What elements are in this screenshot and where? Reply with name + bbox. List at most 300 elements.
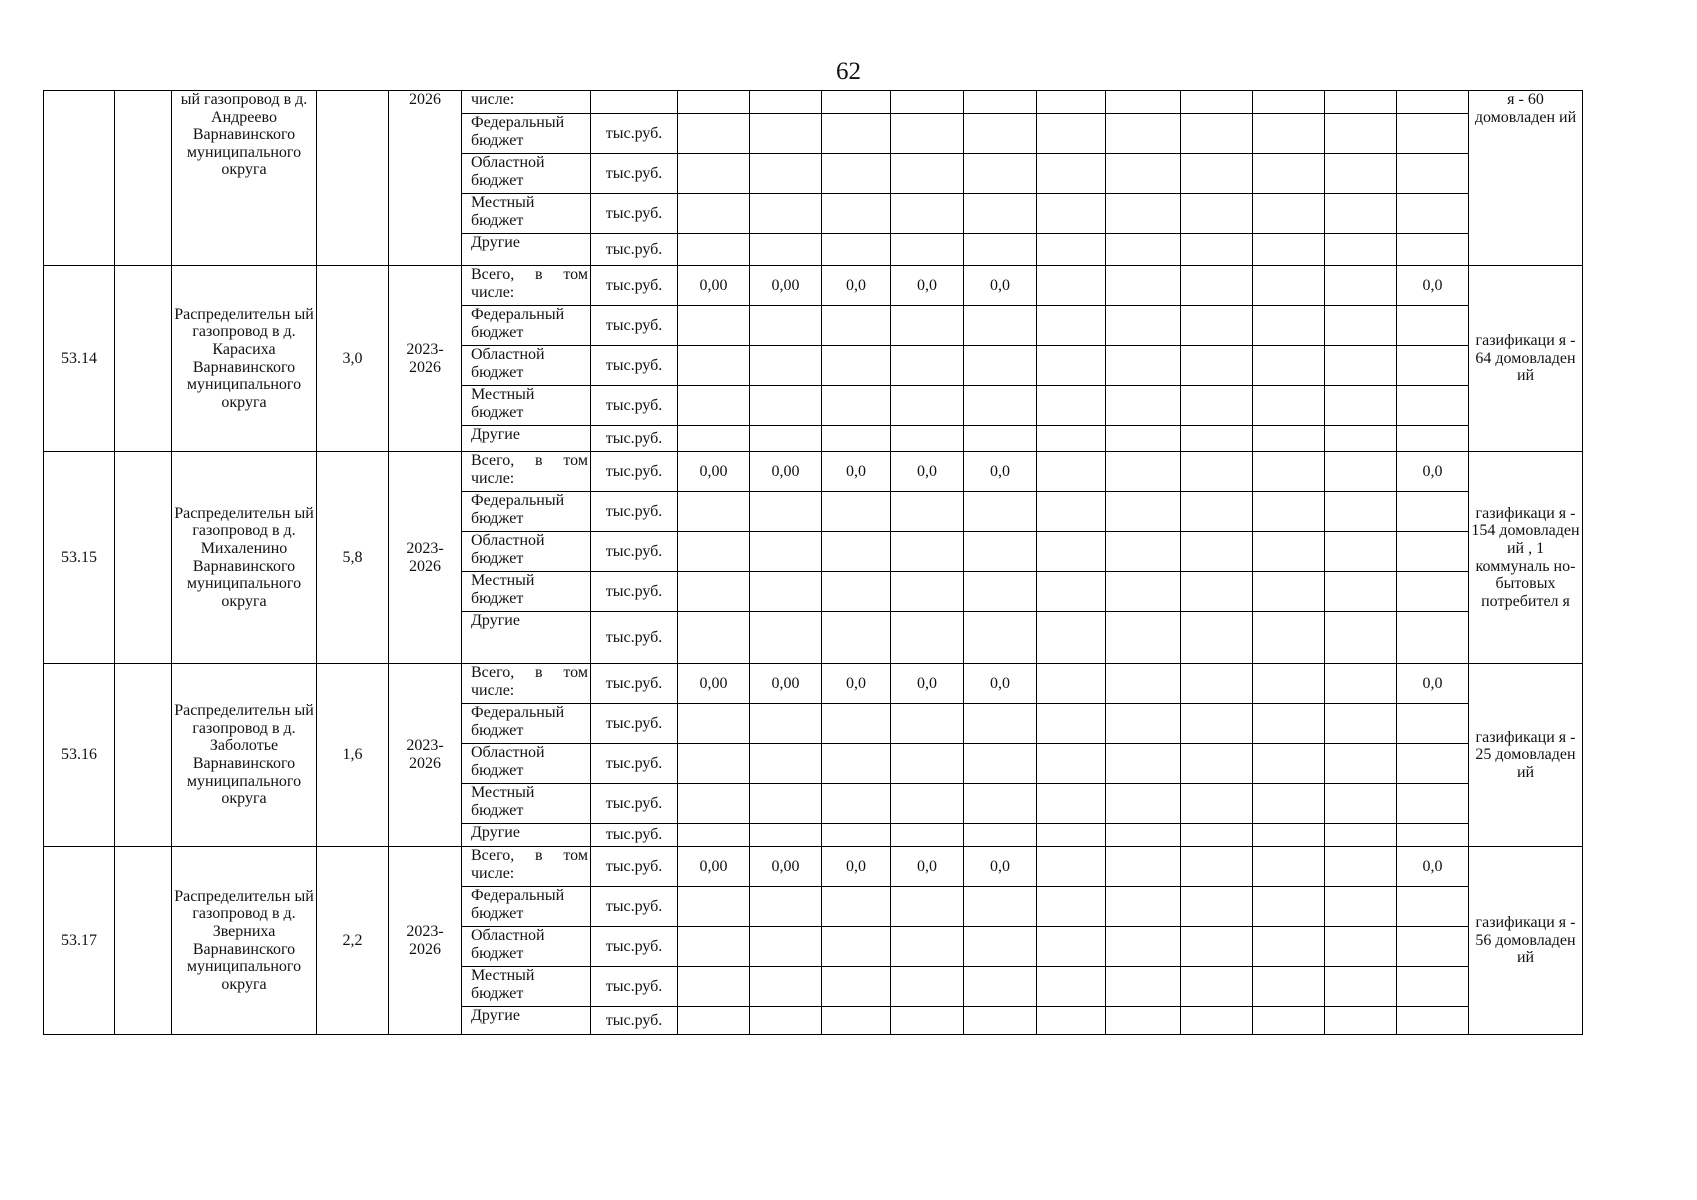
unit-cell: тыс.руб. [591, 346, 678, 386]
unit-cell: тыс.руб. [591, 572, 678, 612]
empty-cell [964, 1007, 1037, 1035]
table-row [44, 847, 1583, 887]
funding-source: Областной бюджет [462, 154, 591, 194]
empty-cell [678, 386, 750, 426]
empty-cell [822, 1007, 891, 1035]
empty-cell [822, 572, 891, 612]
unit-cell [591, 91, 678, 114]
empty-cell [1181, 194, 1253, 234]
empty-cell [1037, 927, 1106, 967]
empty-cell [1037, 784, 1106, 824]
empty-cell [750, 1007, 822, 1035]
empty-cell [678, 887, 750, 927]
project-number [44, 91, 115, 266]
empty-cell [678, 967, 750, 1007]
empty-cell [1325, 744, 1397, 784]
empty-cell [1106, 887, 1181, 927]
empty-cell [1037, 824, 1106, 847]
empty-cell [964, 532, 1037, 572]
empty-cell [678, 306, 750, 346]
project-number: 53.14 [44, 266, 115, 452]
empty-cell [1325, 1007, 1397, 1035]
empty-cell [1106, 306, 1181, 346]
empty-cell [750, 114, 822, 154]
funding-source: Всего, в том числе: [462, 266, 591, 306]
empty-cell [1106, 612, 1181, 664]
unit-cell: тыс.руб. [591, 234, 678, 266]
empty-cell [1181, 784, 1253, 824]
funding-source: Местный бюджет [462, 572, 591, 612]
empty-cell [1397, 1007, 1469, 1035]
unit-cell: тыс.руб. [591, 426, 678, 452]
empty-cell [822, 967, 891, 1007]
empty-cell [1397, 114, 1469, 154]
empty-cell [1106, 744, 1181, 784]
empty-cell [750, 784, 822, 824]
total-value: 0,00 [678, 452, 750, 492]
empty-cell [891, 704, 964, 744]
empty-cell [1253, 532, 1325, 572]
empty-cell [1037, 386, 1106, 426]
total-value: 0,00 [750, 847, 822, 887]
empty-cell [1253, 784, 1325, 824]
empty-cell [1325, 266, 1397, 306]
empty-cell [1106, 927, 1181, 967]
empty-cell [891, 492, 964, 532]
table-row [44, 452, 1583, 492]
project-number: 53.15 [44, 452, 115, 664]
empty-cell [678, 426, 750, 452]
empty-cell [1181, 492, 1253, 532]
empty-cell [1325, 927, 1397, 967]
empty-cell [678, 91, 750, 114]
funding-source: Федеральный бюджет [462, 306, 591, 346]
unit-cell: тыс.руб. [591, 744, 678, 784]
empty-cell [1037, 1007, 1106, 1035]
empty-cell [1253, 234, 1325, 266]
total-value: 0,0 [1397, 266, 1469, 306]
empty-cell [1181, 426, 1253, 452]
total-value: 0,00 [678, 664, 750, 704]
empty-cell [750, 194, 822, 234]
empty-cell [1106, 452, 1181, 492]
empty-cell [822, 744, 891, 784]
empty-cell [678, 532, 750, 572]
total-value: 0,0 [891, 452, 964, 492]
empty-cell [1181, 346, 1253, 386]
empty-cell [115, 266, 172, 452]
empty-cell [822, 386, 891, 426]
empty-cell [1253, 927, 1325, 967]
funding-source: числе: [462, 91, 591, 114]
empty-cell [678, 1007, 750, 1035]
empty-cell [678, 824, 750, 847]
empty-cell [1181, 824, 1253, 847]
empty-cell [891, 114, 964, 154]
empty-cell [1325, 114, 1397, 154]
unit-cell: тыс.руб. [591, 784, 678, 824]
project-period: 2023-2026 [389, 266, 462, 452]
total-value: 0,00 [678, 266, 750, 306]
total-value: 0,0 [964, 266, 1037, 306]
empty-cell [1037, 492, 1106, 532]
empty-cell [822, 927, 891, 967]
project-number: 53.16 [44, 664, 115, 847]
empty-cell [1037, 847, 1106, 887]
unit-cell: тыс.руб. [591, 266, 678, 306]
unit-cell: тыс.руб. [591, 154, 678, 194]
empty-cell [1325, 532, 1397, 572]
project-name: Распределительн ый газопровод в д. Карасиха Варнавинского муниципального округа [172, 266, 317, 452]
project-period: 2023-2026 [389, 847, 462, 1035]
empty-cell [678, 114, 750, 154]
empty-cell [1325, 386, 1397, 426]
project-number: 53.17 [44, 847, 115, 1035]
funding-source: Местный бюджет [462, 784, 591, 824]
project-length [317, 91, 389, 266]
empty-cell [1253, 887, 1325, 927]
empty-cell [1181, 744, 1253, 784]
empty-cell [964, 346, 1037, 386]
empty-cell [1253, 114, 1325, 154]
unit-cell: тыс.руб. [591, 306, 678, 346]
empty-cell [1253, 824, 1325, 847]
empty-cell [964, 967, 1037, 1007]
funding-source: Федеральный бюджет [462, 114, 591, 154]
empty-cell [750, 386, 822, 426]
empty-cell [1106, 91, 1181, 114]
empty-cell [1181, 572, 1253, 612]
empty-cell [891, 824, 964, 847]
unit-cell: тыс.руб. [591, 927, 678, 967]
empty-cell [1181, 612, 1253, 664]
total-value: 0,0 [964, 847, 1037, 887]
empty-cell [822, 532, 891, 572]
empty-cell [964, 306, 1037, 346]
project-length: 1,6 [317, 664, 389, 847]
empty-cell [964, 386, 1037, 426]
empty-cell [891, 784, 964, 824]
empty-cell [1181, 704, 1253, 744]
empty-cell [891, 1007, 964, 1035]
total-value: 0,0 [891, 266, 964, 306]
empty-cell [1106, 194, 1181, 234]
empty-cell [1253, 452, 1325, 492]
empty-cell [1325, 847, 1397, 887]
project-name: Распределительн ый газопровод в д. Заболотье Варнавинского муниципального округа [172, 664, 317, 847]
empty-cell [822, 194, 891, 234]
empty-cell [822, 346, 891, 386]
empty-cell [1325, 452, 1397, 492]
project-period: 2026 [389, 91, 462, 266]
empty-cell [1037, 744, 1106, 784]
total-value: 0,0 [822, 847, 891, 887]
project-name: Распределительн ый газопровод в д. Зверниха Варнавинского муниципального округа [172, 847, 317, 1035]
empty-cell [822, 704, 891, 744]
empty-cell [891, 927, 964, 967]
empty-cell [1037, 154, 1106, 194]
total-value: 0,0 [891, 847, 964, 887]
empty-cell [1181, 386, 1253, 426]
empty-cell [1181, 664, 1253, 704]
empty-cell [750, 426, 822, 452]
empty-cell [1037, 704, 1106, 744]
total-value: 0,0 [1397, 664, 1469, 704]
project-name: ый газопровод в д. Андреево Варнавинского муниципального округа [172, 91, 317, 266]
project-length: 3,0 [317, 266, 389, 452]
empty-cell [1397, 426, 1469, 452]
funding-source: Областной бюджет [462, 927, 591, 967]
empty-cell [678, 704, 750, 744]
project-result: газификаци я - 25 домовладен ий [1469, 664, 1583, 847]
empty-cell [678, 612, 750, 664]
total-value: 0,00 [750, 266, 822, 306]
empty-cell [822, 114, 891, 154]
empty-cell [891, 154, 964, 194]
funding-source: Другие [462, 612, 591, 664]
empty-cell [1181, 927, 1253, 967]
funding-source: Федеральный бюджет [462, 492, 591, 532]
empty-cell [750, 744, 822, 784]
empty-cell [1253, 847, 1325, 887]
empty-cell [1325, 824, 1397, 847]
table-row [44, 266, 1583, 306]
empty-cell [1106, 532, 1181, 572]
empty-cell [1106, 704, 1181, 744]
empty-cell [1325, 426, 1397, 452]
funding-source: Областной бюджет [462, 346, 591, 386]
empty-cell [964, 114, 1037, 154]
empty-cell [822, 887, 891, 927]
unit-cell: тыс.руб. [591, 194, 678, 234]
total-value: 0,00 [750, 664, 822, 704]
empty-cell [1037, 234, 1106, 266]
empty-cell [822, 426, 891, 452]
project-period: 2023-2026 [389, 664, 462, 847]
empty-cell [1106, 386, 1181, 426]
empty-cell [1397, 492, 1469, 532]
empty-cell [964, 824, 1037, 847]
empty-cell [115, 847, 172, 1035]
funding-source: Другие [462, 426, 591, 452]
total-value: 0,0 [822, 266, 891, 306]
empty-cell [1397, 704, 1469, 744]
empty-cell [964, 927, 1037, 967]
empty-cell [1106, 266, 1181, 306]
project-result: газификаци я - 56 домовладен ий [1469, 847, 1583, 1035]
empty-cell [678, 194, 750, 234]
empty-cell [1037, 572, 1106, 612]
empty-cell [678, 744, 750, 784]
empty-cell [1325, 887, 1397, 927]
empty-cell [1397, 784, 1469, 824]
empty-cell [1397, 824, 1469, 847]
empty-cell [115, 664, 172, 847]
funding-source: Областной бюджет [462, 532, 591, 572]
empty-cell [1325, 91, 1397, 114]
investment-program-table [43, 90, 1583, 1035]
empty-cell [750, 346, 822, 386]
empty-cell [750, 927, 822, 967]
empty-cell [1397, 887, 1469, 927]
empty-cell [115, 452, 172, 664]
empty-cell [1397, 154, 1469, 194]
funding-source: Другие [462, 234, 591, 266]
empty-cell [750, 91, 822, 114]
unit-cell: тыс.руб. [591, 847, 678, 887]
empty-cell [964, 492, 1037, 532]
empty-cell [1181, 306, 1253, 346]
unit-cell: тыс.руб. [591, 452, 678, 492]
empty-cell [1181, 91, 1253, 114]
empty-cell [1325, 612, 1397, 664]
empty-cell [750, 234, 822, 266]
empty-cell [1397, 346, 1469, 386]
empty-cell [1253, 744, 1325, 784]
empty-cell [1397, 306, 1469, 346]
empty-cell [1037, 887, 1106, 927]
empty-cell [1253, 1007, 1325, 1035]
empty-cell [1397, 532, 1469, 572]
empty-cell [678, 784, 750, 824]
empty-cell [678, 234, 750, 266]
unit-cell: тыс.руб. [591, 664, 678, 704]
empty-cell [1253, 572, 1325, 612]
unit-cell: тыс.руб. [591, 824, 678, 847]
empty-cell [1037, 91, 1106, 114]
empty-cell [1037, 266, 1106, 306]
empty-cell [1397, 194, 1469, 234]
funding-source: Другие [462, 1007, 591, 1035]
empty-cell [1325, 306, 1397, 346]
table-row [44, 664, 1583, 704]
empty-cell [750, 612, 822, 664]
funding-source: Местный бюджет [462, 194, 591, 234]
empty-cell [750, 572, 822, 612]
total-value: 0,0 [822, 664, 891, 704]
empty-cell [1181, 234, 1253, 266]
empty-cell [1181, 1007, 1253, 1035]
empty-cell [1106, 664, 1181, 704]
empty-cell [678, 492, 750, 532]
empty-cell [1181, 887, 1253, 927]
empty-cell [1397, 386, 1469, 426]
empty-cell [964, 887, 1037, 927]
empty-cell [750, 704, 822, 744]
funding-source: Областной бюджет [462, 744, 591, 784]
funding-source: Местный бюджет [462, 386, 591, 426]
empty-cell [1037, 194, 1106, 234]
empty-cell [1253, 612, 1325, 664]
total-value: 0,0 [964, 452, 1037, 492]
empty-cell [964, 612, 1037, 664]
empty-cell [1325, 704, 1397, 744]
unit-cell: тыс.руб. [591, 386, 678, 426]
project-length: 2,2 [317, 847, 389, 1035]
empty-cell [1253, 346, 1325, 386]
funding-source: Федеральный бюджет [462, 704, 591, 744]
empty-cell [891, 572, 964, 612]
project-length: 5,8 [317, 452, 389, 664]
empty-cell [1253, 967, 1325, 1007]
empty-cell [1037, 114, 1106, 154]
empty-cell [1397, 744, 1469, 784]
empty-cell [822, 306, 891, 346]
empty-cell [891, 612, 964, 664]
empty-cell [750, 967, 822, 1007]
funding-source: Всего, в том числе: [462, 664, 591, 704]
empty-cell [822, 234, 891, 266]
empty-cell [1106, 967, 1181, 1007]
empty-cell [1253, 154, 1325, 194]
empty-cell [822, 154, 891, 194]
funding-source: Всего, в том числе: [462, 847, 591, 887]
empty-cell [1037, 967, 1106, 1007]
empty-cell [822, 612, 891, 664]
empty-cell [822, 824, 891, 847]
empty-cell [822, 91, 891, 114]
empty-cell [750, 492, 822, 532]
empty-cell [1397, 927, 1469, 967]
empty-cell [1397, 967, 1469, 1007]
empty-cell [964, 234, 1037, 266]
empty-cell [1181, 114, 1253, 154]
empty-cell [1397, 91, 1469, 114]
empty-cell [822, 784, 891, 824]
empty-cell [1325, 492, 1397, 532]
empty-cell [1325, 967, 1397, 1007]
empty-cell [1325, 784, 1397, 824]
empty-cell [115, 91, 172, 266]
empty-cell [891, 346, 964, 386]
unit-cell: тыс.руб. [591, 887, 678, 927]
empty-cell [964, 426, 1037, 452]
empty-cell [1106, 426, 1181, 452]
empty-cell [1106, 234, 1181, 266]
empty-cell [1037, 306, 1106, 346]
empty-cell [1106, 346, 1181, 386]
empty-cell [1181, 452, 1253, 492]
empty-cell [1253, 426, 1325, 452]
empty-cell [964, 154, 1037, 194]
empty-cell [750, 532, 822, 572]
empty-cell [1397, 234, 1469, 266]
empty-cell [1181, 967, 1253, 1007]
project-result: газификаци я - 154 домовладен ий , 1 коммуналь но-бытовых потребител я [1469, 452, 1583, 664]
empty-cell [1037, 452, 1106, 492]
empty-cell [750, 306, 822, 346]
empty-cell [964, 194, 1037, 234]
empty-cell [678, 572, 750, 612]
total-value: 0,0 [1397, 452, 1469, 492]
unit-cell: тыс.руб. [591, 967, 678, 1007]
empty-cell [964, 744, 1037, 784]
table-row [44, 91, 1583, 114]
empty-cell [1106, 784, 1181, 824]
empty-cell [750, 154, 822, 194]
empty-cell [1037, 426, 1106, 452]
funding-source: Местный бюджет [462, 967, 591, 1007]
empty-cell [1253, 386, 1325, 426]
funding-source: Федеральный бюджет [462, 887, 591, 927]
unit-cell: тыс.руб. [591, 114, 678, 154]
empty-cell [891, 194, 964, 234]
empty-cell [1397, 612, 1469, 664]
unit-cell: тыс.руб. [591, 1007, 678, 1035]
total-value: 0,0 [891, 664, 964, 704]
empty-cell [891, 386, 964, 426]
empty-cell [1037, 664, 1106, 704]
